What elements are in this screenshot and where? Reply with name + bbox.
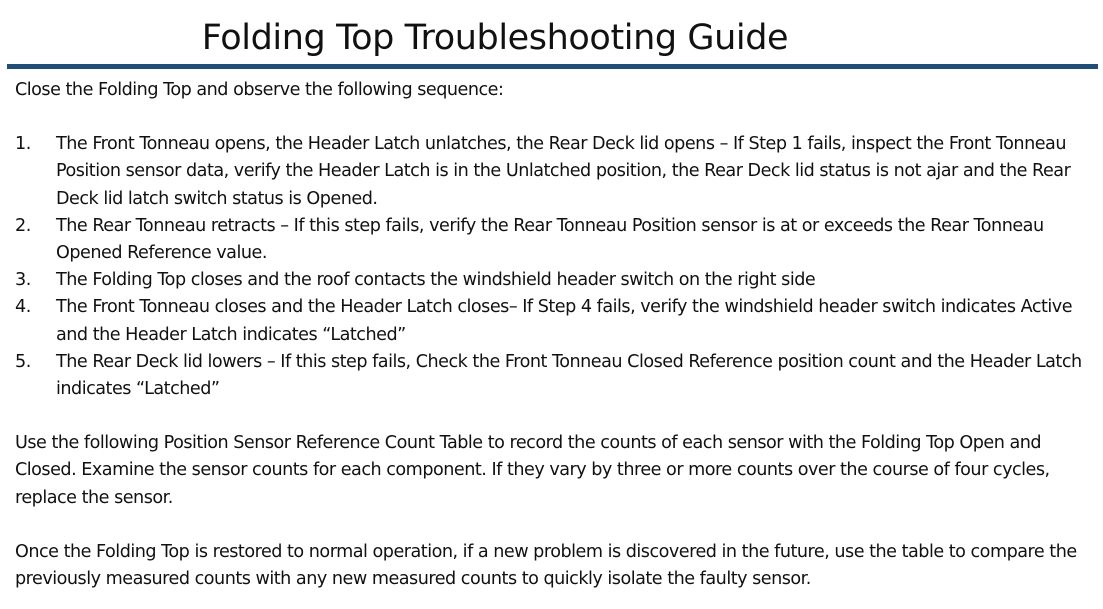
document-body xyxy=(15,77,1095,593)
step-number: 3. xyxy=(15,270,31,291)
step-number: 2. xyxy=(15,215,31,236)
intro-text: Close the Folding Top and observe the following sequence: xyxy=(15,80,504,100)
step-text: The Rear Deck lid lowers – If this step fails, Check the Front Tonneau Closed Reference position count and the Header Latch indicates “Latched” xyxy=(56,351,1082,400)
steps-list xyxy=(15,131,1095,403)
step-text: The Folding Top closes and the roof contacts the windshield header switch on the right side xyxy=(56,270,816,291)
step-number: 5. xyxy=(15,351,31,372)
step-item xyxy=(15,213,1095,267)
step-item xyxy=(15,267,1095,294)
step-text: The Front Tonneau opens, the Header Latch unlatches, the Rear Deck lid opens – If Step 1 fails, inspect the Front Tonneau Position sensor data, verify the Header Latch is in the Unlatched position, the Rear Deck lid status is not ajar and the Rear Deck lid latch switch status is Opened. xyxy=(56,134,1071,209)
title-divider xyxy=(7,64,1098,69)
step-item xyxy=(15,294,1095,348)
step-number: 4. xyxy=(15,297,31,318)
page-title: Folding Top Troubleshooting Guide xyxy=(201,18,789,58)
reference-table-paragraph: Use the following Position Sensor Reference Count Table to record the counts of each sensor with the Folding Top Open and Closed. Examine the sensor counts for each component. If they vary by three or more counts over the course of four cycles, replace the sensor. xyxy=(15,433,1050,508)
step-number: 1. xyxy=(15,134,31,155)
step-item xyxy=(15,131,1095,213)
step-text: The Rear Tonneau retracts – If this step fails, verify the Rear Tonneau Position sensor is at or exceeds the Rear Tonneau Opened Reference value. xyxy=(56,215,1044,264)
step-text: The Front Tonneau closes and the Header Latch closes– If Step 4 fails, verify the windshield header switch indicates Active and the Header Latch indicates “Latched” xyxy=(56,297,1073,345)
restore-paragraph: Once the Folding Top is restored to normal operation, if a new problem is discovered in the future, use the table to compare the previously measured counts with any new measured counts to quickly isolate the faulty sensor. xyxy=(15,541,1077,590)
step-item xyxy=(15,349,1095,403)
